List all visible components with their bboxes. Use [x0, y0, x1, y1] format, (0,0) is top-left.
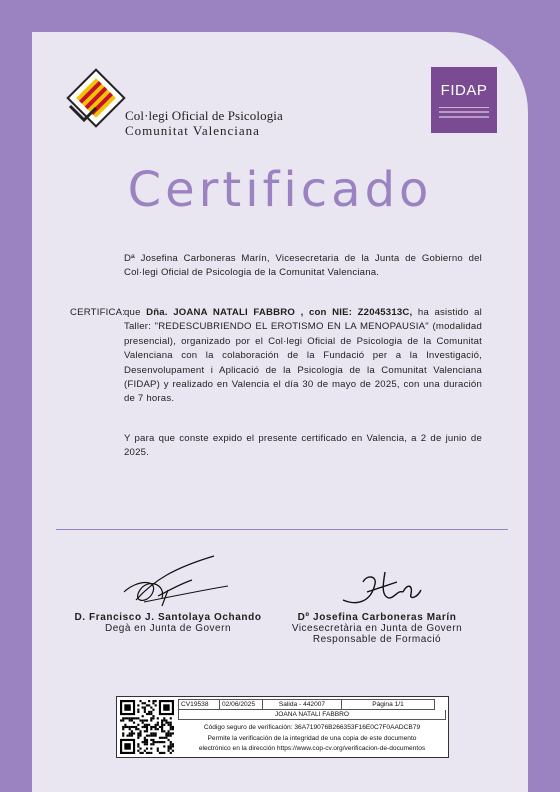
cop-emblem-icon — [62, 68, 130, 136]
cert-recipient: Dña. JOANA NATALI FABBRO , con NIE: Z2045313C, — [146, 307, 413, 318]
org-name-line1: Col·legi Oficial de Psicologia — [125, 108, 283, 123]
cert-details: ha asistido al Taller: "REDESCUBRIENDO EL EROTISMO EN LA MENOPAUSIA" (modalidad presencial), organizado por el Col·legi Oficial de Psicologia de la Comunitat Valenciana con la colaboración de la Fundació per a la Investigació, Desenvolupament i Aplicació de la Psicologia de la Comunitat Valenciana (FIDAP) y realizado en Valencia el día 30 de mayo de 2025, con una duración de 7 horas. — [124, 307, 482, 405]
verification-table — [178, 699, 446, 755]
signer-left-name: D. Francisco J. Santolaya Ochando — [74, 612, 262, 623]
org-name-line2: Comunitat Valenciana — [125, 123, 260, 138]
fidap-tagline-mark — [439, 107, 489, 126]
signer-right — [267, 612, 487, 645]
divider — [56, 529, 508, 530]
closing-paragraph: Y para que conste expido el presente certificado en Valencia, a 2 de junio de 2025. — [124, 433, 482, 459]
verification-code: CV19538 — [178, 699, 220, 710]
signature-carboneras — [337, 562, 427, 612]
certifica-label: CERTIFICA: — [70, 307, 126, 318]
signer-right-role2: Responsable de Formació — [312, 634, 442, 645]
verification-line2: Permite la verificación de la integridad de una copia de este documento — [207, 734, 417, 742]
cop-logo — [62, 68, 282, 138]
verification-box — [116, 696, 449, 758]
verification-salida: Salida - 442007 — [263, 699, 342, 710]
qr-code-icon[interactable] — [120, 700, 174, 754]
signer-right-role: Vicesecretària en Junta de Govern — [291, 623, 463, 634]
verification-csv: Código seguro de verificación: 36A719076B266353F16E0C7F0AADCB79 — [203, 724, 421, 731]
verification-line3[interactable]: electrónico en la dirección https://www.cop-cv.org/verificacion-de-documentos — [198, 745, 426, 752]
signer-left — [58, 612, 278, 634]
fidap-logo — [431, 67, 497, 133]
signer-right-name: Dº Josefina Carboneras Marín — [297, 612, 457, 623]
certificate-title: Certificado — [127, 162, 433, 218]
signature-santolaya — [114, 550, 234, 610]
verification-date: 02/06/2025 — [220, 699, 263, 710]
verification-page: Página 1/1 — [342, 699, 435, 710]
verification-header-row — [178, 699, 446, 710]
certificate-page — [32, 32, 528, 792]
fidap-label: FIDAP — [440, 82, 488, 99]
cert-prefix: que — [124, 307, 147, 318]
intro-paragraph: Dª Josefina Carboneras Marín, Vicesecretaria de la Junta de Gobierno del Col·legi Oficial de Psicologia de la Comunitat Valenciana. — [124, 253, 482, 279]
verification-name: JOANA NATALI FABBRO — [178, 710, 446, 720]
signer-left-role: Degà en Junta de Govern — [104, 623, 232, 634]
certification-paragraph — [124, 306, 482, 407]
